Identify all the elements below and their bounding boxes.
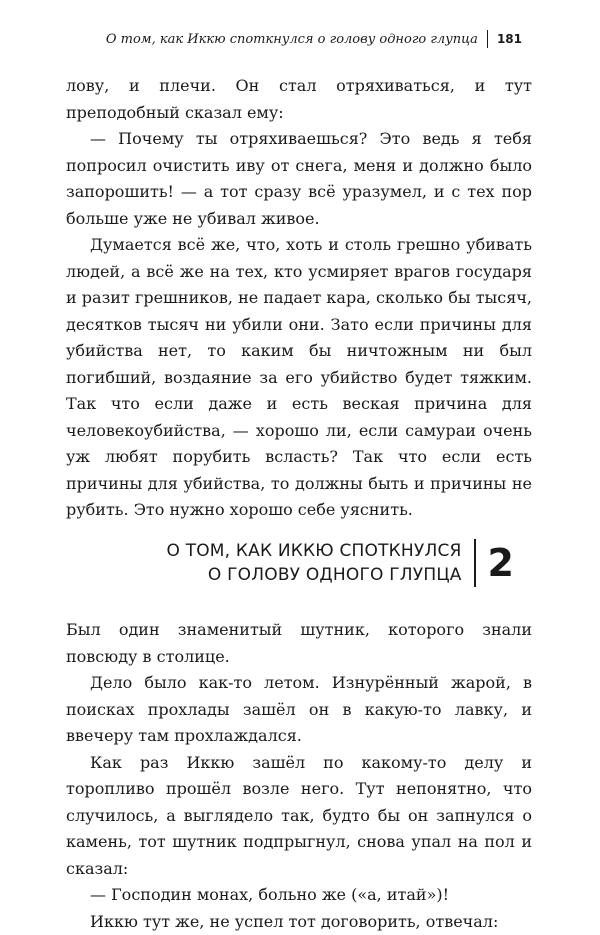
text-section-1 <box>66 73 532 524</box>
text-section-2 <box>66 617 532 935</box>
chapter-title-line-2: О ГОЛОВУ ОДНОГО ГЛУПЦА <box>166 563 461 587</box>
chapter-title <box>166 539 473 587</box>
paragraph: Как раз Иккю зашёл по какому-то делу и торопливо прошёл возле него. Тут непонятно, что случилось, а выглядело так, будто бы он запнулся о камень, тот шутник подпрыгнул, снова упал на пол и сказал: <box>66 750 532 883</box>
page-number: 181 <box>488 32 522 46</box>
chapter-number: 2 <box>476 539 514 587</box>
paragraph: — Господин монах, больно же («а, итай»)! <box>66 882 532 909</box>
paragraph: Иккю тут же, не успел тот договорить, отвечал: <box>66 909 532 935</box>
paragraph: Думается всё же, что, хоть и столь грешно убивать людей, а всё же на тех, кто усмиряет врагов государя и разит грешников, не падает кара, сколько бы тысяч, десятков тысяч ни убили они. Зато если причины для убийства нет, то каким бы ничтожным ни был погибший, воздаяние за его убийство будет тяжким. Так что если даже и есть веская причина для человекоубийства, — хорошо ли, если самураи очень уж любят порубить всласть? Так что если есть причины для убийства, то должны быть и причины не рубить. Это нужно хорошо себе уяснить. <box>66 232 532 524</box>
running-head <box>106 30 522 48</box>
paragraph: — Почему ты отряхиваешься? Это ведь я тебя попросил очистить иву от снега, меня и должно было запорошить! — а тот сразу всё уразумел, и с тех пор больше уже не убивал живое. <box>66 126 532 232</box>
paragraph: лову, и плечи. Он стал отряхиваться, и тут преподобный сказал ему: <box>66 73 532 126</box>
chapter-title-line-1: О ТОМ, КАК ИККЮ СПОТКНУЛСЯ <box>166 539 461 563</box>
chapter-heading <box>166 539 514 587</box>
paragraph: Дело было как-то летом. Изнурённый жарой, в поисках прохлады зашёл он в какую-то лавку, и ввечеру там прохлаждался. <box>66 670 532 750</box>
paragraph: Был один знаменитый шутник, которого знали повсюду в столице. <box>66 617 532 670</box>
running-head-title: О том, как Иккю споткнулся о голову одного глупца <box>106 32 487 47</box>
